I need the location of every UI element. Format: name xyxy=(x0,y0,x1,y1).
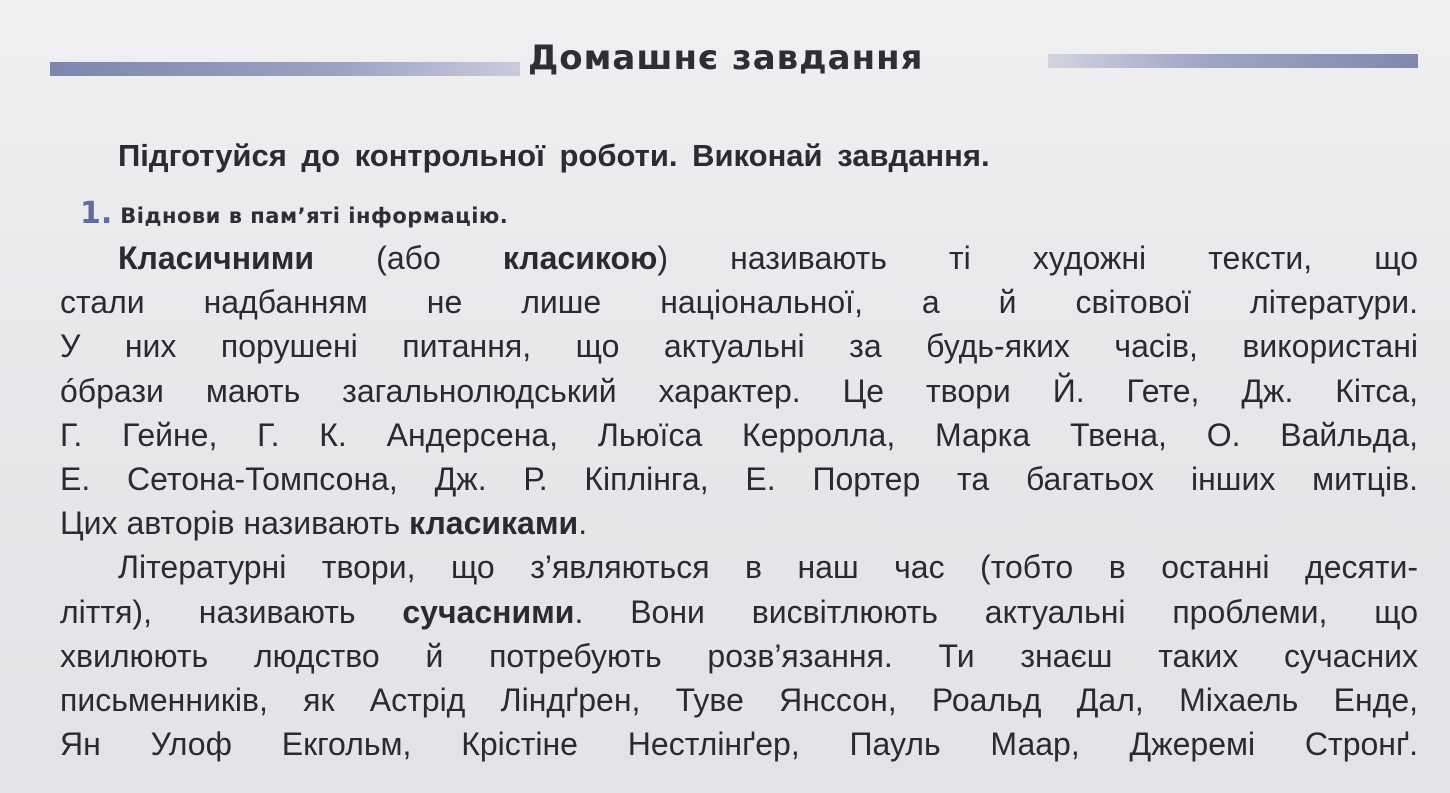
term-classic: Класичними xyxy=(118,240,315,276)
task-item xyxy=(80,196,508,231)
paragraph1-line2: стали надбанням не лише національної, а й світової літератури. xyxy=(60,284,1418,321)
paragraph1-line4: óбрази мають загальнолюдський характер. Це твори Й. Гете, Дж. Кітса, xyxy=(60,372,1418,409)
term-modern: сучасними xyxy=(402,593,575,630)
paragraph2-text: ліття), називають xyxy=(60,593,403,630)
paragraph2-text: . Вони висвітлюють актуальні проблеми, що xyxy=(574,593,1419,630)
paragraph1-line7 xyxy=(60,501,1418,545)
paragraph2-line2 xyxy=(60,590,1418,634)
header-decorative-bar-left xyxy=(50,62,520,76)
paragraph1-line3: У них порушені питання, що актуальні за будь-яких часів, використані xyxy=(60,328,1418,365)
paragraph1-line1 xyxy=(60,236,1418,280)
term-classics-alt: класикою xyxy=(502,240,658,276)
task-number: 1. xyxy=(80,196,113,231)
paragraph1-text: Цих авторів називають xyxy=(60,505,410,542)
paragraph2-line3: хвилюють людство й потребують розв’язання. Ти знаєш таких сучасних xyxy=(60,637,1418,674)
body-text xyxy=(60,236,1418,766)
paragraph1-line6: Е. Сетона-Томпсона, Дж. Р. Кіплінга, Е. Портер та багатьох інших митців. xyxy=(60,460,1418,497)
paragraph2-line1: Літературні твори, що з’являються в наш час (тобто в останні десяти- xyxy=(118,549,1418,586)
header-decorative-bar-right xyxy=(1048,54,1418,68)
paragraph1-text: . xyxy=(578,505,588,542)
paragraph1-text: ) називають ті художні тексти, що xyxy=(657,240,1419,276)
paragraph2-line4: письменників, як Астрід Ліндґрен, Туве Янссон, Роальд Дал, Міхаель Енде, xyxy=(60,681,1418,718)
term-classics: класиками xyxy=(409,505,579,542)
instruction-heading: Підготуйся до контрольної роботи. Виконай завдання. xyxy=(118,138,990,173)
paragraph2-line5: Ян Улоф Екгольм, Крістіне Нестлінґер, Пауль Маар, Джеремі Стронґ. xyxy=(60,726,1418,763)
section-title: Домашнє завдання xyxy=(528,38,924,78)
section-header xyxy=(50,38,1418,86)
task-text: Віднови в пам’яті інформацію. xyxy=(120,204,509,228)
paragraph1-line5: Г. Гейне, Г. К. Андерсена, Льюїса Керролла, Марка Твена, О. Вайльда, xyxy=(60,416,1418,453)
paragraph1-text: (або xyxy=(314,240,503,276)
